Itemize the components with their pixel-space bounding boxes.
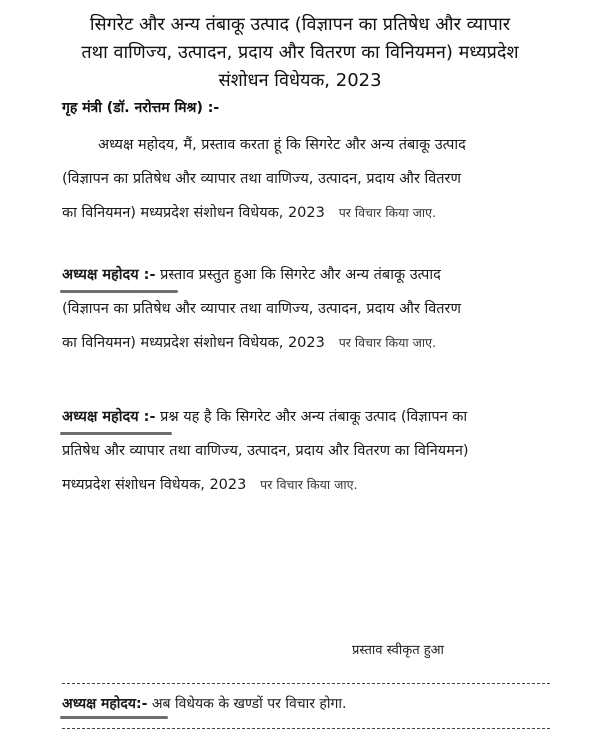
- paragraph-3-line-3-tail: पर विचार किया जाए.: [260, 477, 358, 492]
- paragraph-3-line-3-main: मध्यप्रदेश संशोधन विधेयक, 2023: [62, 477, 247, 493]
- speaker-heading: गृह मंत्री (डॉ. नरोत्तम मिश्र) :-: [62, 100, 220, 116]
- paragraph-2-line-1: [62, 258, 562, 292]
- paragraph-1-line-3-tail: पर विचार किया जाए.: [338, 205, 437, 220]
- handwritten-underline-3: [60, 716, 168, 719]
- final-line: [62, 694, 346, 713]
- paragraph-2-line-2: (विज्ञापन का प्रतिषेध और व्यापार तथा वाणिज्य, उत्पादन, प्रदाय और वितरण: [62, 301, 461, 317]
- handwritten-underline-2: [60, 432, 172, 435]
- paragraph-1-line-3: [62, 196, 562, 230]
- paragraph-1-line-1: अध्यक्ष महोदय, मैं, प्रस्ताव करता हूं कि सिगरेट और अन्य तंबाकू उत्पाद: [98, 137, 466, 153]
- title-line-1: सिगरेट और अन्य तंबाकू उत्पाद (विज्ञापन का प्रतिषेध और व्यापार: [89, 14, 511, 35]
- paragraph-3-label: अध्यक्ष महोदय :-: [62, 409, 156, 425]
- dashed-divider-bottom: [62, 728, 550, 729]
- paragraph-3: [62, 400, 562, 502]
- paragraph-3-line-2: प्रतिषेध और व्यापार तथा वाणिज्य, उत्पादन, प्रदाय और वितरण का विनियमन): [62, 443, 469, 459]
- final-label: अध्यक्ष महोदय:-: [62, 696, 148, 712]
- motion-accepted-text: प्रस्ताव स्वीकृत हुआ: [352, 643, 444, 658]
- paragraph-2-line-3-tail: पर विचार किया जाए.: [338, 335, 437, 350]
- dashed-divider-top: [62, 683, 550, 684]
- final-rest: अब विधेयक के खण्डों पर विचार होगा.: [151, 696, 347, 712]
- paragraph-1: [62, 128, 562, 230]
- paragraph-2-line-3-main: का विनियमन) मध्यप्रदेश संशोधन विधेयक, 2023: [62, 335, 325, 351]
- paragraph-1-line-3-main: का विनियमन) मध्यप्रदेश संशोधन विधेयक, 2023: [62, 205, 325, 221]
- paragraph-3-line-1: [62, 400, 562, 434]
- paragraph-3-line-1-rest: प्रश्न यह है कि सिगरेट और अन्य तंबाकू उत्पाद (विज्ञापन का: [160, 409, 468, 425]
- paragraph-2-line-3: [62, 326, 562, 360]
- title-line-2: तथा वाणिज्य, उत्पादन, प्रदाय और वितरण का विनियमन) मध्यप्रदेश: [81, 42, 519, 63]
- paragraph-2: [62, 258, 562, 360]
- title-line-3: संशोधन विधेयक, 2023: [218, 70, 382, 91]
- paragraph-3-line-3: [62, 468, 562, 502]
- paragraph-1-line-2: (विज्ञापन का प्रतिषेध और व्यापार तथा वाणिज्य, उत्पादन, प्रदाय और वितरण: [62, 171, 461, 187]
- paragraph-2-line-1-rest: प्रस्ताव प्रस्तुत हुआ कि सिगरेट और अन्य तंबाकू उत्पाद: [160, 267, 441, 283]
- paragraph-2-label: अध्यक्ष महोदय :-: [62, 267, 156, 283]
- handwritten-underline-1: [60, 290, 178, 293]
